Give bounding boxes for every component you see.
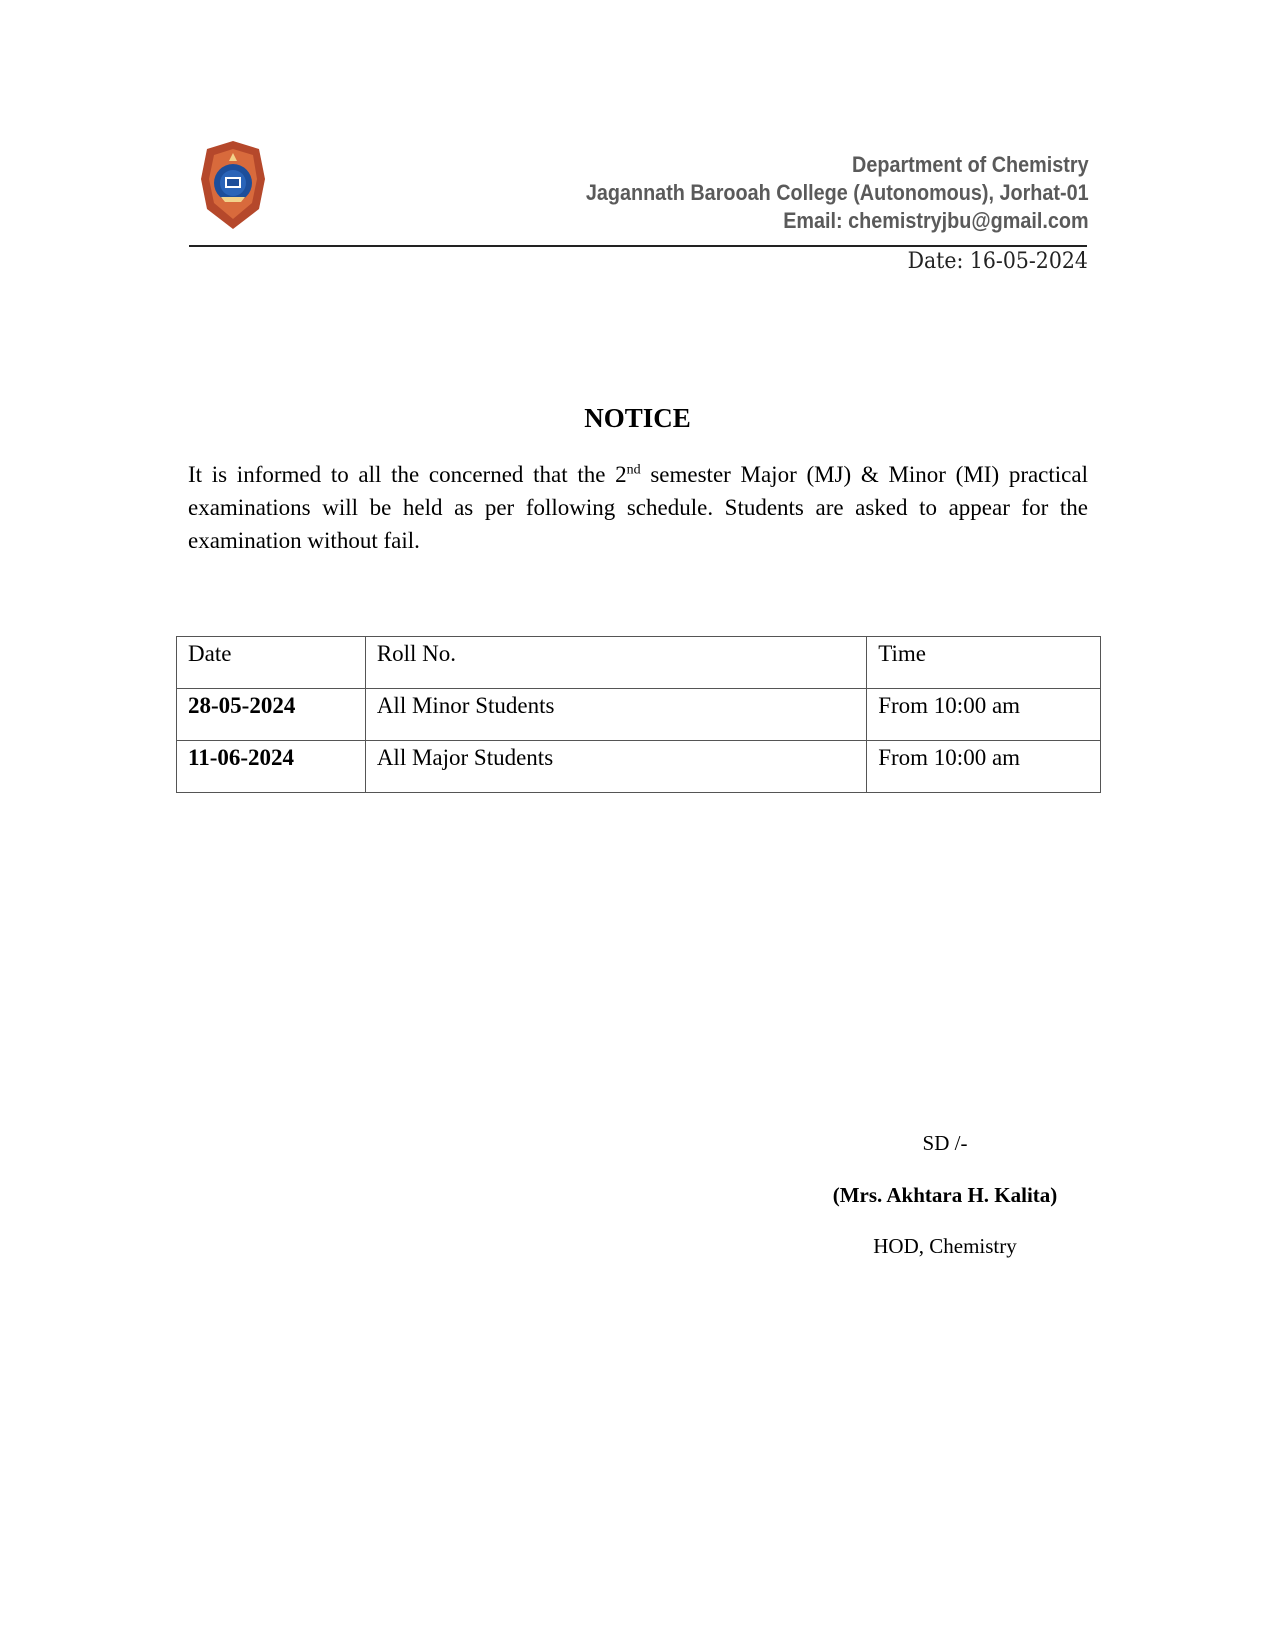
department-header <box>586 151 1089 235</box>
college-crest-icon <box>197 139 269 231</box>
table-header-row <box>177 637 1101 689</box>
header-divider <box>189 245 1087 247</box>
exam-schedule-table <box>176 636 1101 793</box>
notice-date: Date: 16-05-2024 <box>907 249 1088 274</box>
row-date: 28-05-2024 <box>177 689 366 741</box>
notice-title: NOTICE <box>584 403 691 433</box>
row-date: 11-06-2024 <box>177 741 366 793</box>
table-row <box>177 689 1101 741</box>
table-row <box>177 741 1101 793</box>
row-time: From 10:00 am <box>867 741 1101 793</box>
header-date: Date <box>177 637 366 689</box>
notice-body <box>188 458 1088 557</box>
header-time: Time <box>867 637 1101 689</box>
notice-body-part2: semester Major (MJ) & Minor (MI) practical examinations will be held as per following schedule. Students are asked to appear for the examination without fail. <box>188 462 1088 553</box>
signatory-designation: HOD, Chemistry <box>873 1234 1017 1258</box>
notice-body-part1: It is informed to all the concerned that the 2 <box>188 462 627 487</box>
notice-body-superscript: nd <box>626 462 641 478</box>
signature-sd: SD /- <box>922 1131 968 1155</box>
row-time: From 10:00 am <box>867 689 1101 741</box>
header-roll-no: Roll No. <box>365 637 866 689</box>
signatory-name: (Mrs. Akhtara H. Kalita) <box>832 1183 1058 1207</box>
college-name: Jagannath Barooah College (Autonomous), Jorhat-01 <box>586 180 1089 205</box>
row-roll-no: All Minor Students <box>365 689 866 741</box>
department-email: Email: chemistryjbu@gmail.com <box>783 208 1089 233</box>
row-roll-no: All Major Students <box>365 741 866 793</box>
department-name: Department of Chemistry <box>852 152 1089 177</box>
